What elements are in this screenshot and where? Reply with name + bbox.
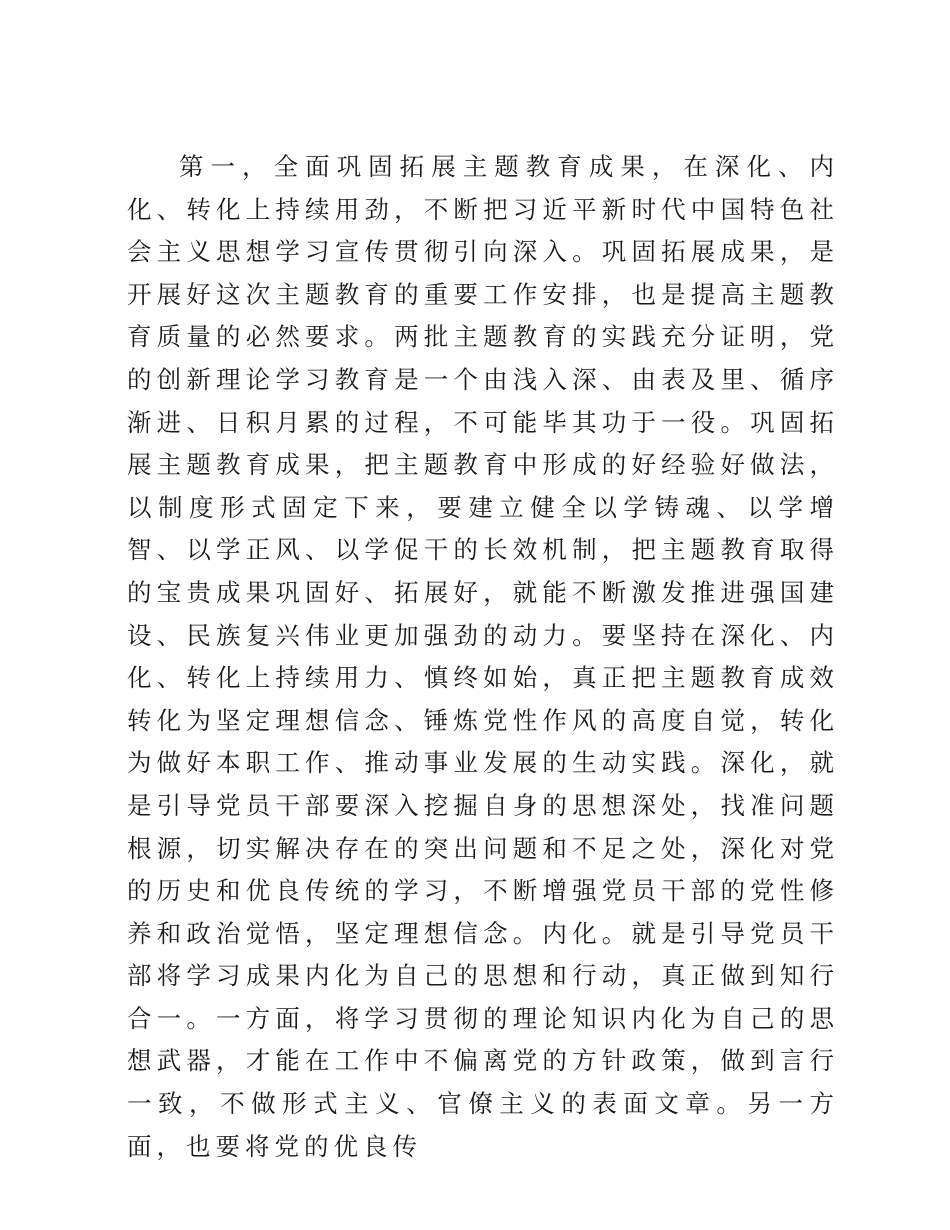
body-paragraph: 第一，全面巩固拓展主题教育成果，在深化、内化、转化上持续用劲，不断把习近平新时代中国特色社会主义思想学习宣传贯彻引向深入。巩固拓展成果，是开展好这次主题教育的重要工作安排，也是提高主题教育质量的必然要求。两批主题教育的实践充分证明，党的创新理论学习教育是一个由浅入深、由表及里、循序渐进、日积月累的过程，不可能毕其功于一役。巩固拓展主题教育成果，把主题教育中形成的好经验好做法，以制度形式固定下来，要建立健全以学铸魂、以学增智、以学正风、以学促干的长效机制，把主题教育取得的宝贵成果巩固好、拓展好，就能不断激发推进强国建设、民族复兴伟业更加强劲的动力。要坚持在深化、内化、转化上持续用力、慎终如始，真正把主题教育成效转化为坚定理想信念、锤炼党性作风的高度自觉，转化为做好本职工作、推动事业发展的生动实践。深化，就是引导党员干部要深入挖掘自身的思想深处，找准问题根源，切实解决存在的突出问题和不足之处，深化对党的历史和优良传统的学习，不断增强党员干部的党性修养和政治觉悟，坚定理想信念。内化。就是引导党员干部将学习成果内化为自己的思想和行动，真正做到知行合一。一方面，将学习贯彻的理论知识内化为自己的思想武器，才能在工作中不偏离党的方针政策，做到言行一致，不做形式主义、官僚主义的表面文章。另一方面，也要将党的优良传 <box>127 152 839 1161</box>
